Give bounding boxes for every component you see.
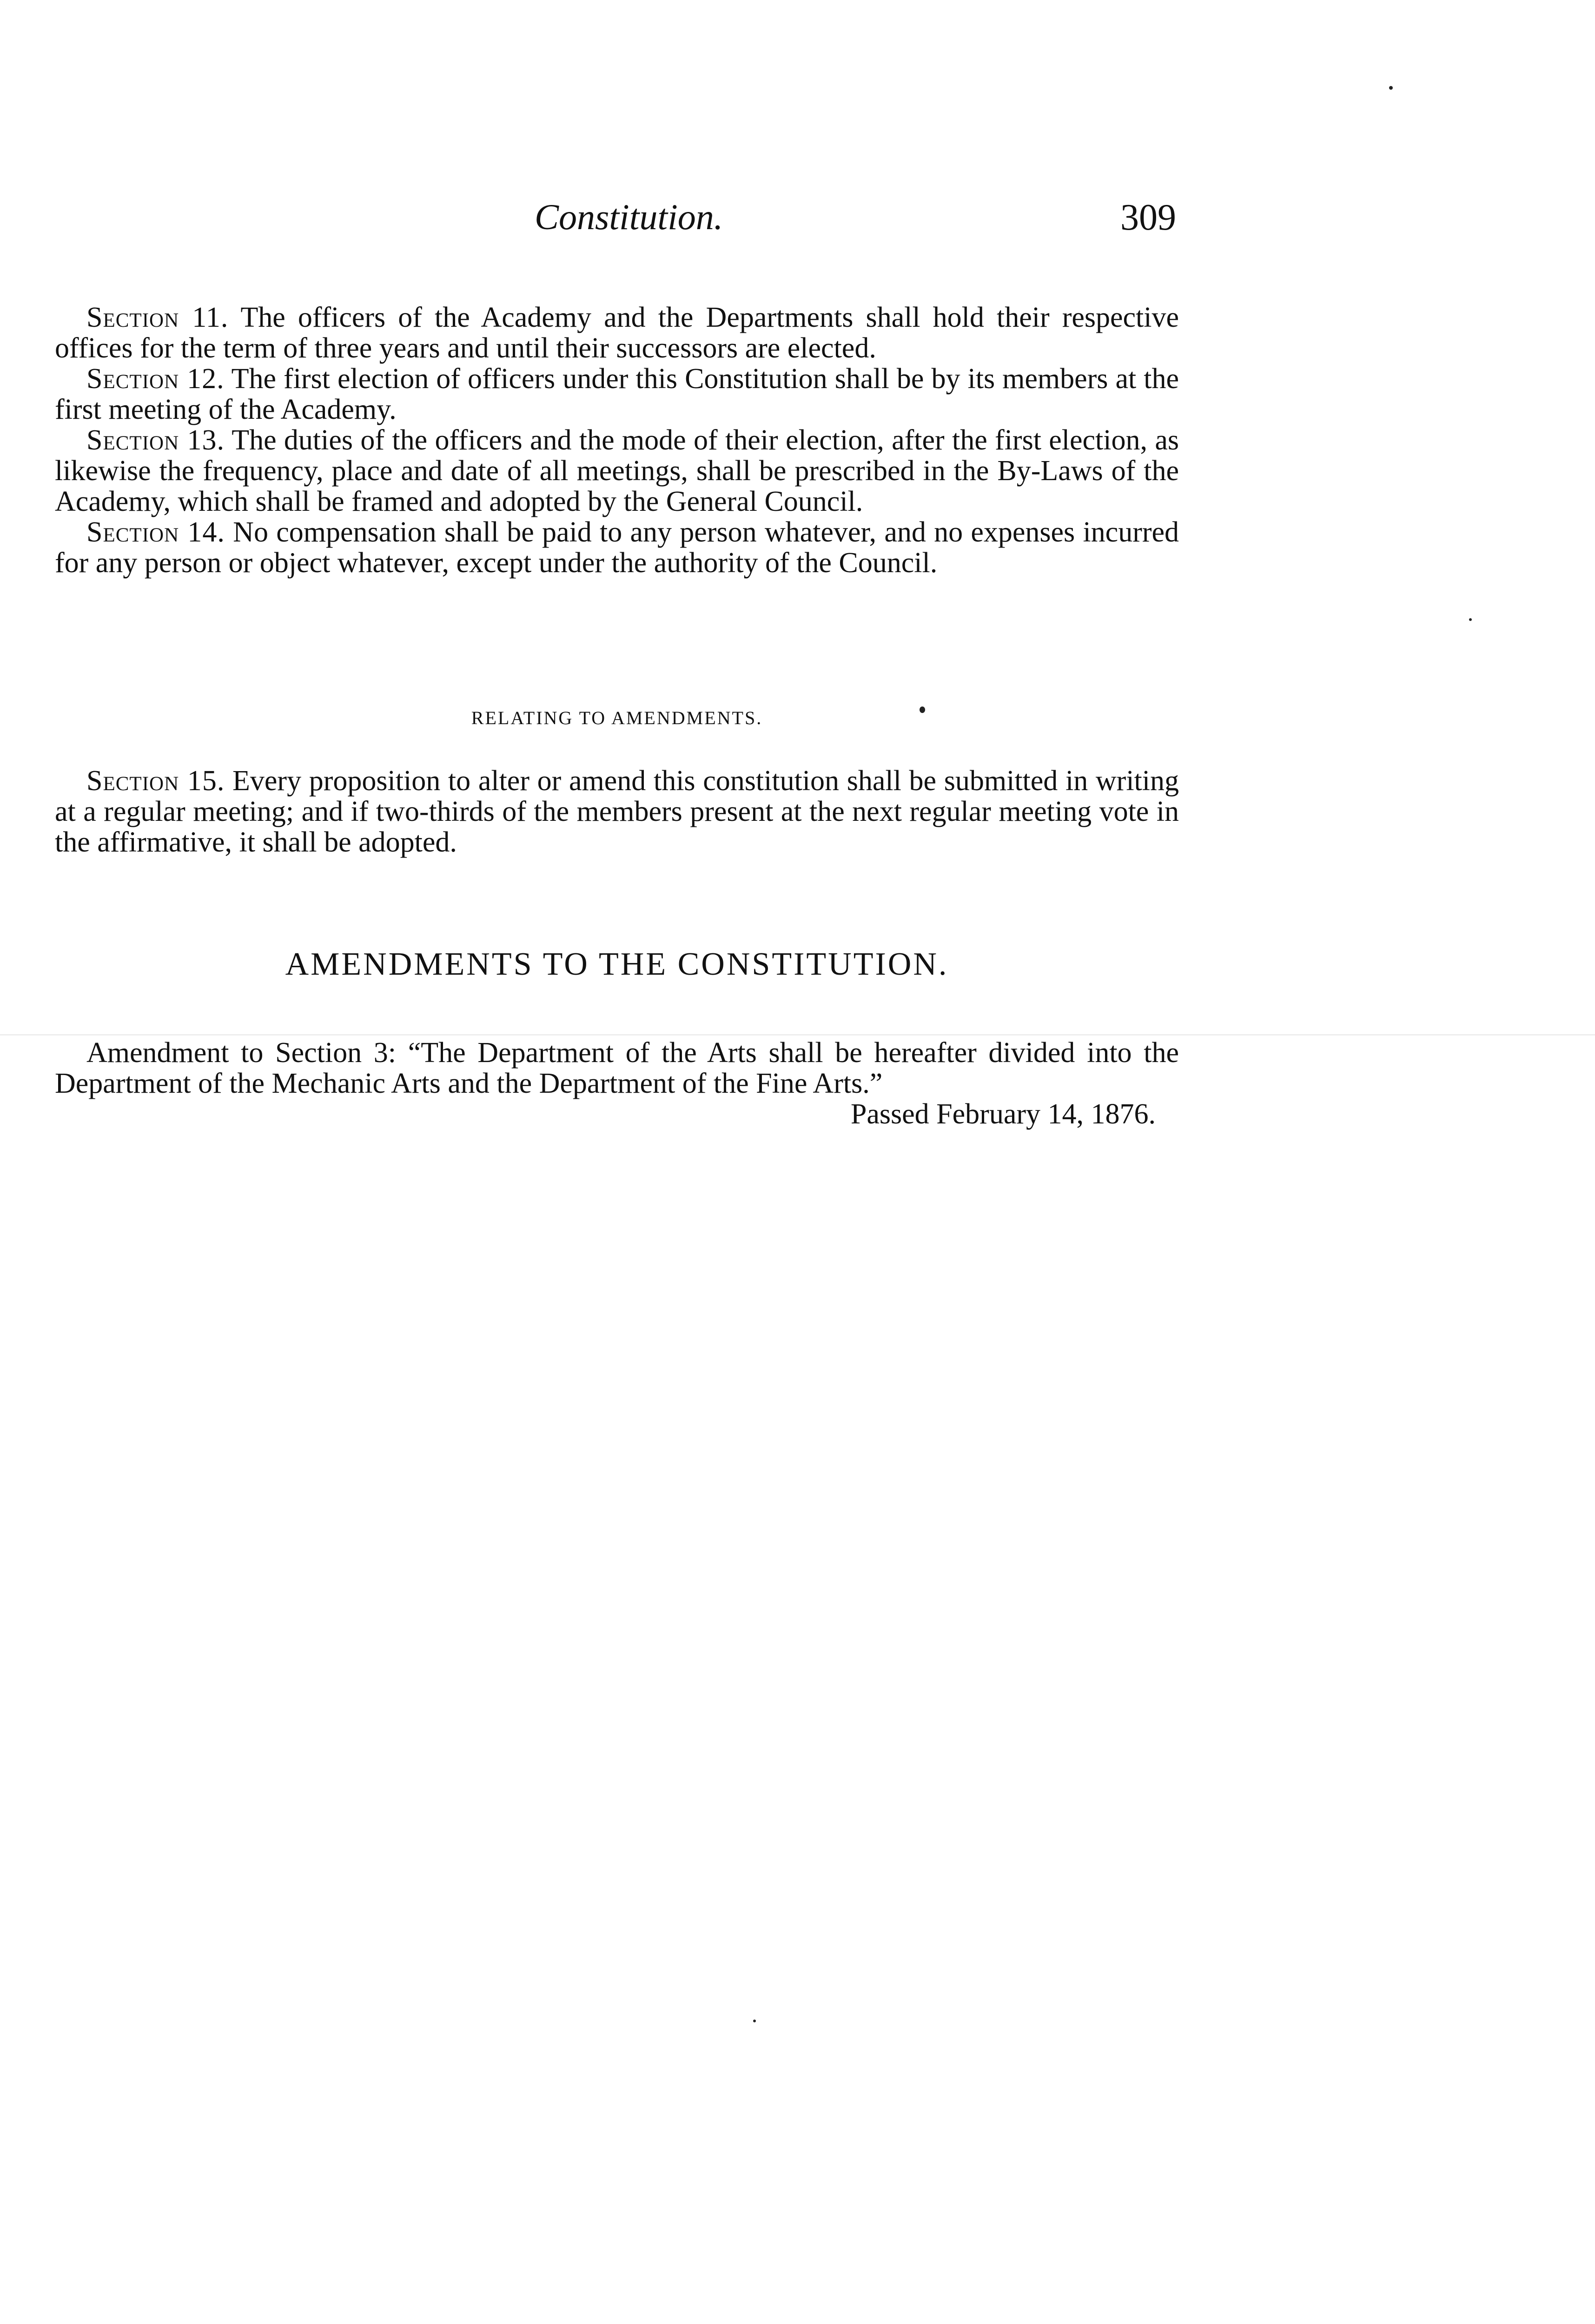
section-text: The duties of the officers and the mode of their election, after the first election, as likewise the frequency, place and date of all meetings, shall be prescribed in the By-Laws of the Academy, which shall be framed and adopted by the General Council. [55, 424, 1179, 517]
scan-speck [1389, 86, 1393, 90]
amendment-paragraph [55, 1037, 1179, 1130]
section-text: The first election of officers under this Constitution shall be by its members at the first meeting of the Academy. [55, 363, 1179, 425]
amendment-block [55, 1037, 1179, 1129]
section-13 [55, 425, 1179, 517]
section-label: Section 13. [86, 424, 225, 456]
scan-speck [753, 2020, 756, 2022]
page-number: 309 [1120, 197, 1176, 238]
sections-11-14 [55, 302, 1179, 578]
passed-date: Passed February 14, 1876. [850, 1098, 1156, 1130]
running-title: Constitution. [535, 197, 723, 237]
section-label: Section 15. [86, 765, 225, 797]
section-text: The officers of the Academy and the Departments shall hold their respective offices for the term of three years and until their successors are elected. [55, 302, 1179, 364]
section-label: Section 11. [86, 302, 229, 333]
section-15-block [55, 766, 1179, 858]
section-text: No compensation shall be paid to any person whatever, and no expenses incurred for any person or object whatever, except under the authority of the Council. [55, 516, 1179, 579]
amendments-subheading: RELATING TO AMENDMENTS. [471, 707, 763, 728]
section-11 [55, 302, 1179, 363]
section-14 [55, 517, 1179, 578]
amendments-heading: AMENDMENTS TO THE CONSTITUTION. [285, 946, 949, 982]
section-12 [55, 363, 1179, 425]
scan-speck [1469, 618, 1472, 621]
section-text: Every proposition to alter or amend this constitution shall be submitted in writing at a regular meeting; and if two-thirds of the members present at the next regular meeting vote in the affirmative, it shall be adopted. [55, 765, 1179, 858]
section-15 [55, 766, 1179, 858]
scan-speck [920, 706, 925, 713]
section-label: Section 14. [86, 516, 225, 548]
section-label: Section 12. [86, 363, 225, 395]
amendment-text: Amendment to Section 3: “The Department of the Arts shall be hereafter divided into the Department of the Mechanic Arts and the Department of the Fine Arts.” [55, 1037, 1179, 1099]
